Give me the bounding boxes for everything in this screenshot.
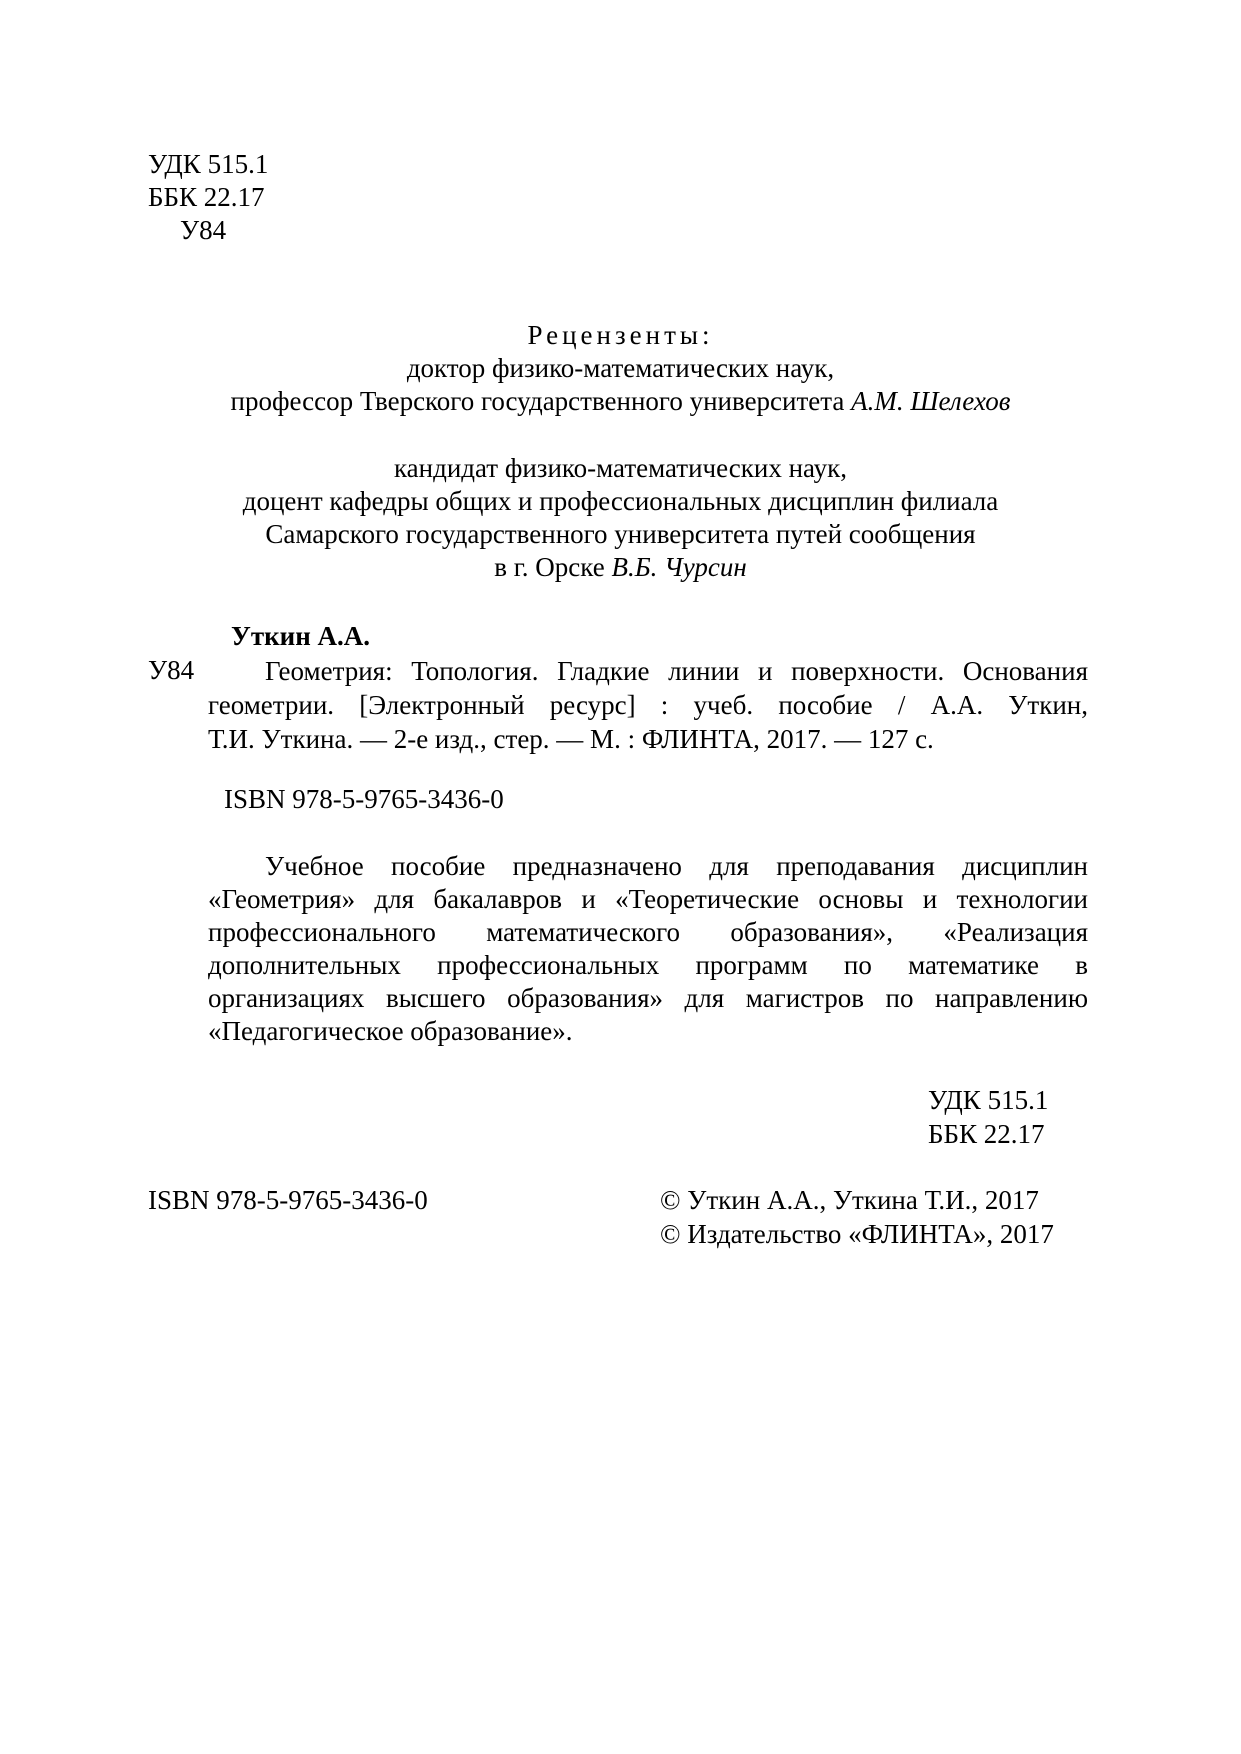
copyright-authors: © Уткин А.А., Уткина Т.И., 2017 [660, 1185, 1039, 1215]
entry-author: Уткин А.А. [231, 621, 370, 651]
reviewer2-city-text: в г. Орске [494, 552, 612, 582]
bottom-bbk-code: ББК 22.17 [928, 1119, 1045, 1149]
reviewer1-degree: доктор физико-математических наук, [406, 353, 835, 383]
reviewer2-university: Самарского государственного университета путей сообщения [265, 519, 976, 549]
bottom-udk-code: УДК 515.1 [928, 1085, 1049, 1115]
udk-code: УДК 515.1 [148, 149, 269, 179]
annotation-line-3: профессионального математического образования», «Реализация [208, 917, 1088, 947]
annotation-line-4: дополнительных профессиональных программ по математике в [208, 950, 1088, 980]
bbk-code: ББК 22.17 [148, 182, 265, 212]
annotation-line-5: организациях высшего образования» для магистров по направлению [208, 983, 1088, 1013]
reviewer1-name: А.М. Шелехов [851, 386, 1011, 416]
reviewer2-position: доцент кафедры общих и профессиональных дисциплин филиала [242, 486, 999, 516]
entry-line-1: Геометрия: Топология. Гладкие линии и поверхности. Основания [265, 656, 1088, 686]
entry-line-3: Т.И. Уткина. — 2-е изд., стер. — М. : ФЛИНТА, 2017. — 127 с. [208, 724, 934, 754]
author-mark: У84 [180, 215, 227, 245]
annotation-line-2: «Геометрия» для бакалавров и «Теоретические основы и технологии [208, 884, 1088, 914]
entry-line-2: геометрии. [Электронный ресурс] : учеб. пособие / А.А. Уткин, [208, 690, 1088, 720]
bottom-classification-codes [928, 1084, 1048, 1152]
entry-author-mark: У84 [148, 655, 195, 685]
annotation-paragraph [208, 850, 1088, 1048]
reviewer2-degree: кандидат физико-математических наук, [393, 453, 848, 483]
annotation-line-1: Учебное пособие предназначено для преподавания дисциплин [265, 851, 1088, 881]
reviewer2-city [0, 551, 1241, 584]
reviewer2-name: В.Б. Чурсин [611, 552, 747, 582]
annotation-line-6: «Педагогическое образование». [208, 1016, 573, 1046]
copyright-block [660, 1184, 1054, 1252]
bibliographic-entry [208, 654, 1088, 756]
reviewer1-position [0, 385, 1241, 418]
top-classification-codes [148, 148, 268, 247]
reviewers-section [0, 319, 1241, 584]
reviewer1-affiliation: профессор Тверского государственного университета [230, 386, 852, 416]
reviewers-heading: Рецензенты: [527, 320, 714, 350]
entry-isbn: ISBN 978-5-9765-3436-0 [224, 784, 504, 814]
footer-isbn: ISBN 978-5-9765-3436-0 [148, 1185, 428, 1215]
copyright-publisher: © Издательство «ФЛИНТА», 2017 [660, 1219, 1054, 1249]
